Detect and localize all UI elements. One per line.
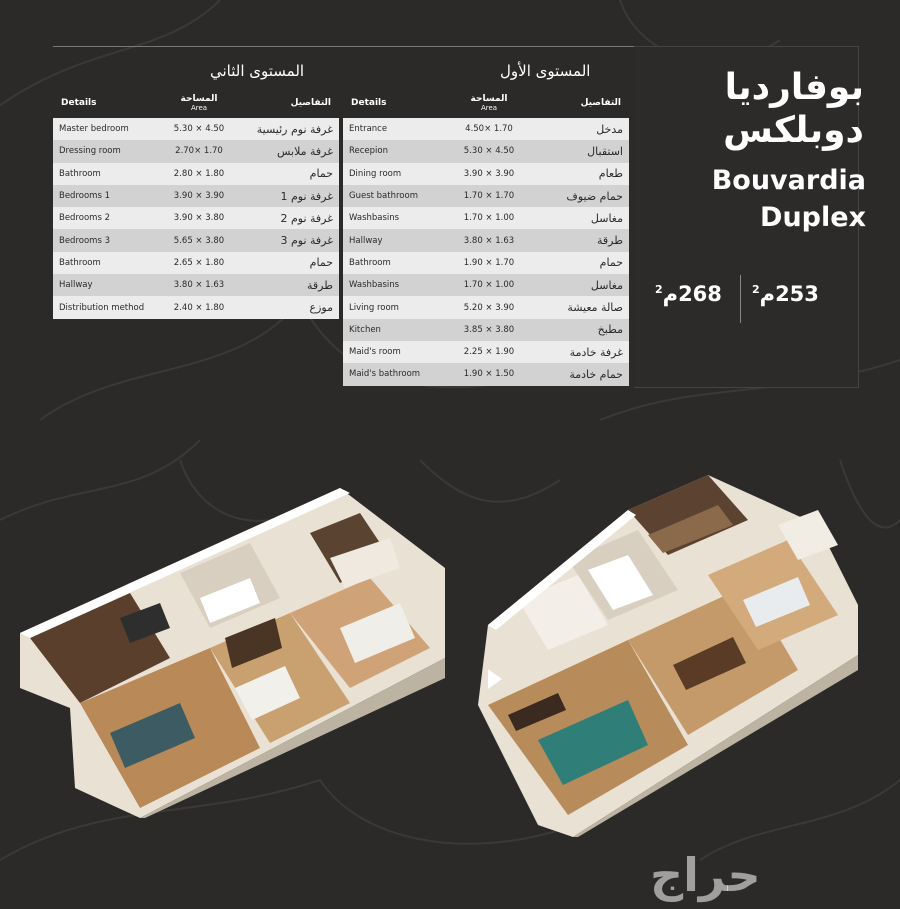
table-row xyxy=(343,229,629,251)
table-row xyxy=(343,274,629,296)
detail-en-cell: Washbasins xyxy=(343,274,449,296)
area-cell: 3.85 × 3.80 xyxy=(449,319,529,341)
area-cell: 2.80 × 1.80 xyxy=(165,163,233,185)
detail-en-cell: Master bedroom xyxy=(53,118,165,140)
detail-ar-cell: غرفة نوم 1 xyxy=(233,185,339,207)
table-row xyxy=(343,185,629,207)
header-details-ar: التفاصيل xyxy=(290,98,331,108)
header-area-en: Area xyxy=(480,104,498,112)
header-details-ar: التفاصيل xyxy=(580,98,621,108)
detail-ar-cell: مدخل xyxy=(529,118,629,140)
area-cell: 2.25 × 1.90 xyxy=(449,341,529,363)
header-area-en: Area xyxy=(190,104,208,112)
table-row xyxy=(343,163,629,185)
area-cell: 5.20 × 3.90 xyxy=(449,296,529,318)
header-area xyxy=(165,88,233,118)
detail-en-cell: Guest bathroom xyxy=(343,185,449,207)
detail-en-cell: Living room xyxy=(343,296,449,318)
table-row xyxy=(53,163,339,185)
table-row xyxy=(343,118,629,140)
area-first-value: 253م xyxy=(759,282,819,306)
area-cell: 5.30 × 4.50 xyxy=(449,140,529,162)
area-cell: 3.80 × 1.63 xyxy=(165,274,233,296)
table-row xyxy=(343,363,629,385)
detail-en-cell: Bathroom xyxy=(53,252,165,274)
detail-en-cell: Bedrooms 2 xyxy=(53,207,165,229)
detail-en-cell: Hallway xyxy=(343,229,449,251)
detail-en-cell: Distribution method xyxy=(53,296,165,318)
header-details-en: Details xyxy=(61,98,97,108)
title-english-line2: Duplex xyxy=(760,202,866,233)
table-row xyxy=(53,274,339,296)
detail-ar-cell: مغاسل xyxy=(529,207,629,229)
detail-ar-cell: موزع xyxy=(233,296,339,318)
area-second-value: 268م xyxy=(662,282,722,306)
area-cell: 1.70 × 1.70 xyxy=(449,185,529,207)
detail-en-cell: Maid's bathroom xyxy=(343,363,449,385)
table-row xyxy=(343,296,629,318)
detail-ar-cell: حمام خادمة xyxy=(529,363,629,385)
title-english-line1: Bouvardia xyxy=(711,165,866,196)
header-details-en: Details xyxy=(351,98,387,108)
table-row xyxy=(53,252,339,274)
detail-ar-cell: طرقة xyxy=(233,274,339,296)
detail-en-cell: Hallway xyxy=(53,274,165,296)
area-cell: 5.30 × 4.50 xyxy=(165,118,233,140)
play-arrow-icon[interactable] xyxy=(488,669,502,689)
detail-en-cell: Bedrooms 3 xyxy=(53,229,165,251)
area-cell: 3.90 × 3.90 xyxy=(449,163,529,185)
table-row xyxy=(53,118,339,140)
table-row xyxy=(53,140,339,162)
level2-table xyxy=(53,88,339,319)
detail-en-cell: Bathroom xyxy=(53,163,165,185)
area-cell: 1.90 × 1.50 xyxy=(449,363,529,385)
detail-ar-cell: صالة معيشة xyxy=(529,296,629,318)
area-cell: 1.70 × 1.00 xyxy=(449,274,529,296)
detail-en-cell: Maid's room xyxy=(343,341,449,363)
detail-ar-cell: استقبال xyxy=(529,140,629,162)
table-row xyxy=(343,140,629,162)
watermark-logo: حراج xyxy=(650,848,761,902)
table-row xyxy=(53,207,339,229)
detail-ar-cell: مطبخ xyxy=(529,319,629,341)
area-tag-first xyxy=(752,282,819,306)
detail-en-cell: Washbasins xyxy=(343,207,449,229)
detail-en-cell: Bathroom xyxy=(343,252,449,274)
table-row xyxy=(53,185,339,207)
header-area-ar: المساحة xyxy=(180,94,218,104)
table-row xyxy=(343,341,629,363)
detail-en-cell: Dining room xyxy=(343,163,449,185)
floorplan-level2-image xyxy=(20,488,445,818)
detail-ar-cell: غرفة نوم رئيسية xyxy=(233,118,339,140)
area-unit-sup: 2 xyxy=(752,283,760,296)
area-cell: 3.80 × 1.63 xyxy=(449,229,529,251)
area-cell: 2.40 × 1.80 xyxy=(165,296,233,318)
area-unit-sup: 2 xyxy=(655,283,663,296)
header-area xyxy=(449,88,529,118)
detail-ar-cell: غرفة خادمة xyxy=(529,341,629,363)
area-cell: 1.70 × 1.00 xyxy=(449,207,529,229)
table-row xyxy=(343,207,629,229)
detail-ar-cell: غرفة نوم 2 xyxy=(233,207,339,229)
detail-en-cell: Recepion xyxy=(343,140,449,162)
level2-title: المستوى الثاني xyxy=(210,62,305,80)
title-arabic-line2: دوبلكس xyxy=(723,110,864,151)
detail-en-cell: Dressing room xyxy=(53,140,165,162)
table-row xyxy=(53,229,339,251)
detail-ar-cell: حمام xyxy=(233,252,339,274)
detail-en-cell: Entrance xyxy=(343,118,449,140)
area-cell: 3.90 × 3.80 xyxy=(165,207,233,229)
detail-ar-cell: غرفة ملابس xyxy=(233,140,339,162)
area-divider xyxy=(740,275,741,323)
area-cell: 2.65 × 1.80 xyxy=(165,252,233,274)
detail-ar-cell: حمام xyxy=(529,252,629,274)
area-cell: 5.65 × 3.80 xyxy=(165,229,233,251)
area-cell: 4.50× 1.70 xyxy=(449,118,529,140)
area-cell: 2.70× 1.70 xyxy=(165,140,233,162)
floorplan-level1-image xyxy=(478,465,858,837)
table-row xyxy=(343,252,629,274)
detail-ar-cell: مغاسل xyxy=(529,274,629,296)
detail-ar-cell: حمام ضيوف xyxy=(529,185,629,207)
area-cell: 1.90 × 1.70 xyxy=(449,252,529,274)
area-cell: 3.90 × 3.90 xyxy=(165,185,233,207)
level1-table xyxy=(343,88,629,386)
detail-en-cell: Kitchen xyxy=(343,319,449,341)
detail-ar-cell: طرقة xyxy=(529,229,629,251)
table-row xyxy=(53,296,339,318)
detail-ar-cell: غرفة نوم 3 xyxy=(233,229,339,251)
detail-ar-cell: طعام xyxy=(529,163,629,185)
header-area-ar: المساحة xyxy=(470,94,508,104)
table-row xyxy=(343,319,629,341)
level1-title: المستوى الأول xyxy=(500,62,591,80)
title-arabic-line1: بوفارديا xyxy=(724,67,864,108)
area-tag-second xyxy=(655,282,722,306)
detail-ar-cell: حمام xyxy=(233,163,339,185)
detail-en-cell: Bedrooms 1 xyxy=(53,185,165,207)
